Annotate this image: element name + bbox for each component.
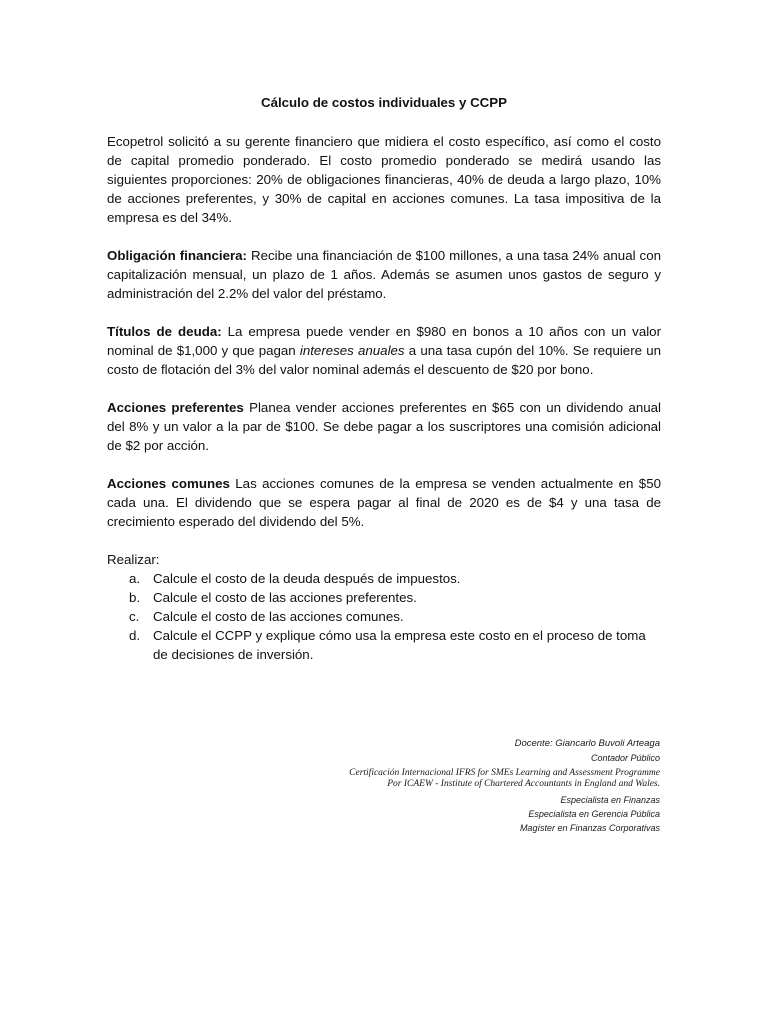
task-text: Calcule el CCPP y explique cómo usa la empresa este costo en el proceso de toma de decisiones de inversión. [153,628,646,662]
signature-title: Contador Público [590,753,660,763]
section-titulos-deuda [107,322,661,379]
signature-certification-line2: Por ICAEW - Institute of Chartered Accountants in England and Wales. [387,779,660,789]
signature-specialist-finance: Especialista en Finanzas [560,795,660,805]
task-marker: b. [129,590,141,605]
task-text: Calcule el costo de las acciones preferentes. [153,590,417,605]
task-item [107,607,661,626]
task-item [107,626,661,664]
task-item [107,588,661,607]
intro-paragraph: Ecopetrol solicitó a su gerente financiero que midiera el costo específico, así como el costo de capital promedio ponderado. El costo promedio ponderado se medirá usando las siguientes proporciones: 20% de obligaciones financieras, 40% de deuda a largo plazo, 10% de acciones preferentes, y 30% de capital en acciones comunes. La tasa impositiva de la empresa es del 34%. [107,134,661,225]
section-acciones-comunes [107,474,661,531]
signature-master: Magíster en Finanzas Corporativas [519,823,660,833]
section-label: Acciones comunes [107,476,230,491]
signature-block [349,736,660,835]
section-text: Planea vender acciones preferentes en $65 con un dividendo anual del 8% y un valor a la par de $100. Se debe pagar a los suscriptores una comisión adicional de $2 por acción. [107,400,661,453]
section-label: Obligación financiera: [107,248,247,263]
task-text: Calcule el costo de la deuda después de impuestos. [153,571,461,586]
section-obligacion-financiera [107,246,661,303]
signature-certification-line1: Certificación Internacional IFRS for SMEs Learning and Assessment Programme [349,768,660,778]
section-acciones-preferentes [107,398,661,455]
document-body [107,93,661,664]
task-text: Calcule el costo de las acciones comunes. [153,609,404,624]
task-marker: d. [129,628,141,643]
section-label: Acciones preferentes [107,400,244,415]
task-marker: a. [129,571,141,586]
task-item [107,569,661,588]
task-marker: c. [129,609,140,624]
section-emphasis: intereses anuales [299,343,405,358]
section-text: La empresa puede vender en $980 en bonos a 10 años con un valor nominal de $1,000 y que pagan [107,324,661,358]
signature-teacher: Docente: Giancarlo Buvoli Arteaga [514,738,660,749]
signature-specialist-public: Especialista en Gerencia Pública [528,809,660,819]
section-text: Recibe una financiación de $100 millones, a una tasa 24% anual con capitalización mensual, un plazo de 1 años. Además se asumen unos gastos de seguro y administración del 2.2% del valor del préstamo. [107,248,661,301]
tasks-heading: Realizar: [107,552,160,567]
document-title: Cálculo de costos individuales y CCPP [260,95,508,110]
task-list [107,569,661,664]
section-text: Las acciones comunes de la empresa se venden actualmente en $50 cada una. El dividendo que se espera pagar al final de 2020 es de $4 y una tasa de crecimiento esperado del dividendo del 5%. [107,476,661,529]
section-label: Títulos de deuda: [107,324,222,339]
section-text: a una tasa cupón del 10%. Se requiere un costo de flotación del 3% del valor nominal además el descuento de $20 por bono. [107,343,661,377]
